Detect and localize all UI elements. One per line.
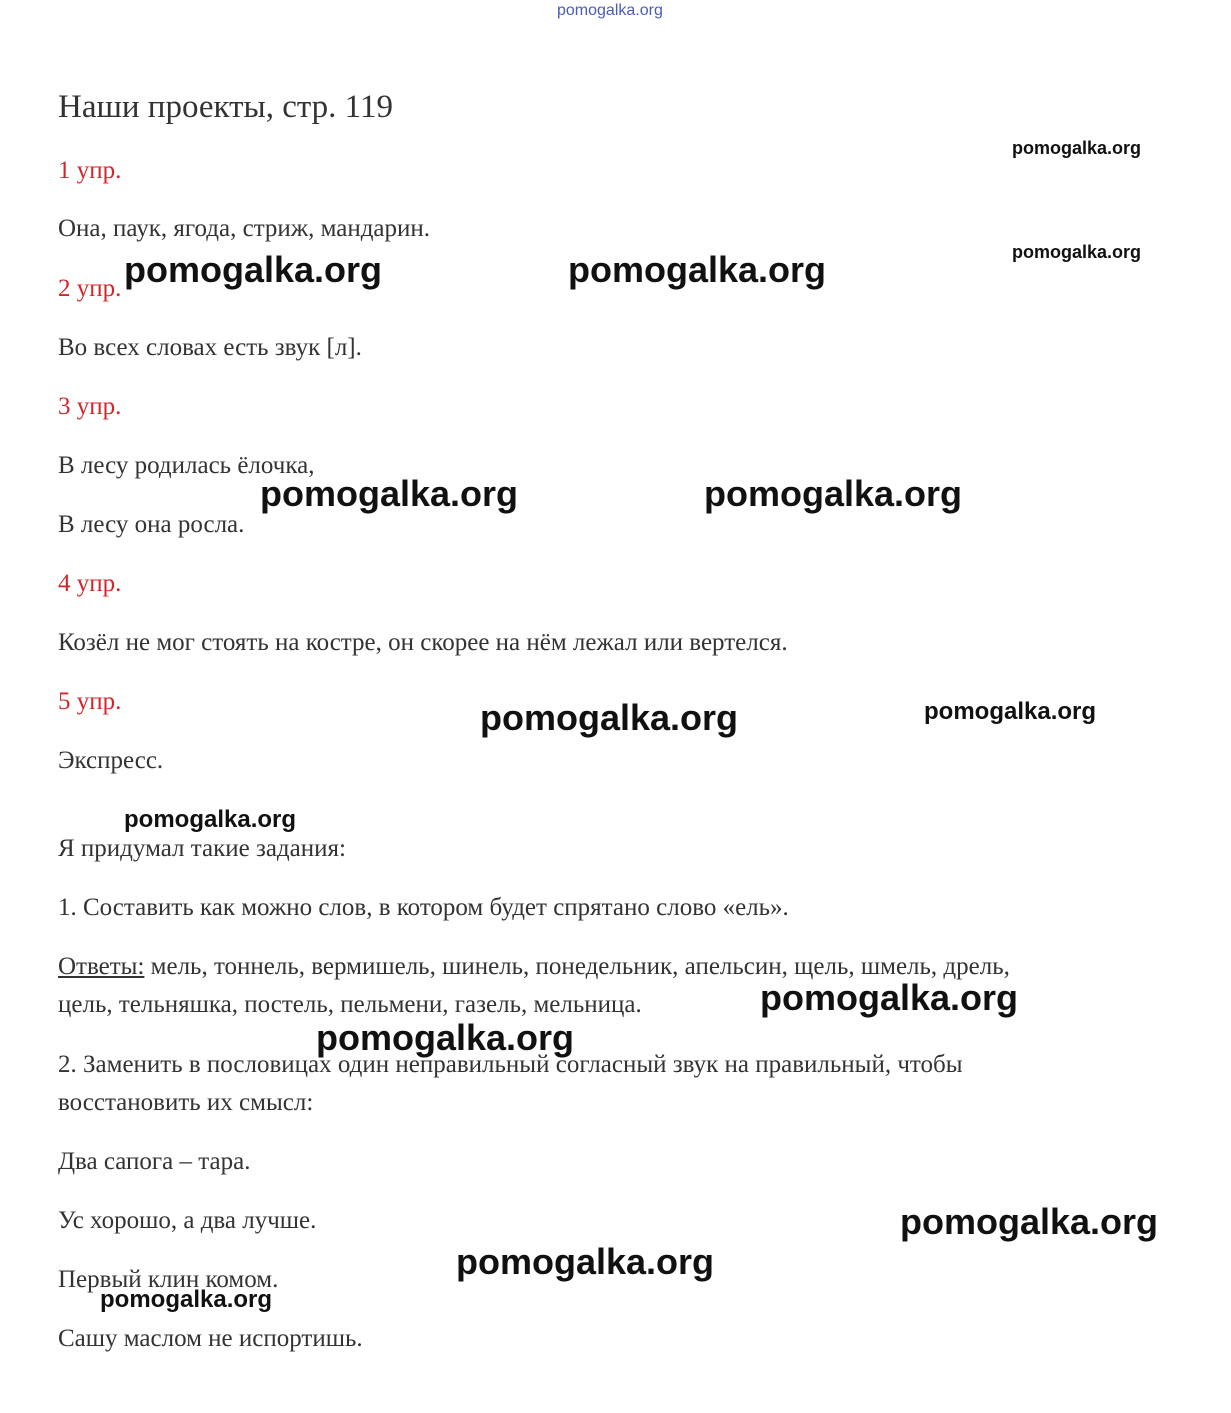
exercise-3-line-1: В лесу родилась ёлочка, [58, 452, 315, 479]
answers-text-1: мель, тоннель, вермишель, шинель, понедельник, апельсин, щель, шмель, дрель, [144, 953, 1010, 980]
tasks-intro: Я придумал такие задания: [58, 835, 346, 862]
proverb-3: Первый клин комом. [58, 1266, 279, 1293]
watermark: pomogalka.org [900, 1201, 1159, 1242]
task-2-line-2: восстановить их смысл: [58, 1089, 314, 1116]
exercise-4-text: Козёл не мог стоять на костре, он скорее на нём лежал или вертелся. [58, 629, 788, 656]
watermark: pomogalka.org [124, 249, 383, 290]
watermark: pomogalka.org [760, 977, 1019, 1018]
watermark: pomogalka.org [480, 697, 739, 738]
exercise-2-text: Во всех словах есть звук [л]. [58, 334, 362, 361]
exercise-1-text: Она, паук, ягода, стриж, мандарин. [58, 215, 431, 242]
page-title: Наши проекты, стр. 119 [58, 89, 393, 125]
header-link[interactable]: pomogalka.org [557, 2, 663, 19]
proverb-4: Сашу маслом не испортишь. [58, 1325, 363, 1352]
proverb-2: Ус хорошо, а два лучше. [58, 1207, 317, 1234]
watermark: pomogalka.org [704, 473, 963, 514]
answers-label: Ответы: [58, 953, 145, 980]
watermark: pomogalka.org [456, 1241, 715, 1282]
exercise-1-heading: 1 упр. [58, 157, 122, 184]
exercise-3-line-2: В лесу она росла. [58, 511, 245, 538]
exercise-5-heading: 5 упр. [58, 688, 122, 715]
watermark: pomogalka.org [924, 698, 1097, 725]
watermark: pomogalka.org [568, 249, 827, 290]
exercise-5-text: Экспресс. [58, 747, 164, 774]
task-2-line-1: 2. Заменить в пословицах один неправильный согласный звук на правильный, чтобы [58, 1051, 963, 1078]
exercise-4-heading: 4 упр. [58, 570, 122, 597]
watermark: pomogalka.org [316, 1017, 575, 1058]
exercise-2-heading: 2 упр. [58, 275, 122, 302]
watermark: pomogalka.org [124, 806, 297, 833]
proverb-1: Два сапога – тара. [58, 1148, 251, 1175]
exercise-3-heading: 3 упр. [58, 393, 122, 420]
watermark: pomogalka.org [1012, 242, 1142, 262]
watermark: pomogalka.org [100, 1286, 273, 1313]
watermark: pomogalka.org [1012, 138, 1142, 158]
watermark: pomogalka.org [260, 473, 519, 514]
answers-line-2: цель, тельняшка, постель, пельмени, газель, мельница. [58, 991, 642, 1018]
task-1-text: 1. Составить как можно слов, в котором будет спрятано слово «ель». [58, 894, 789, 921]
